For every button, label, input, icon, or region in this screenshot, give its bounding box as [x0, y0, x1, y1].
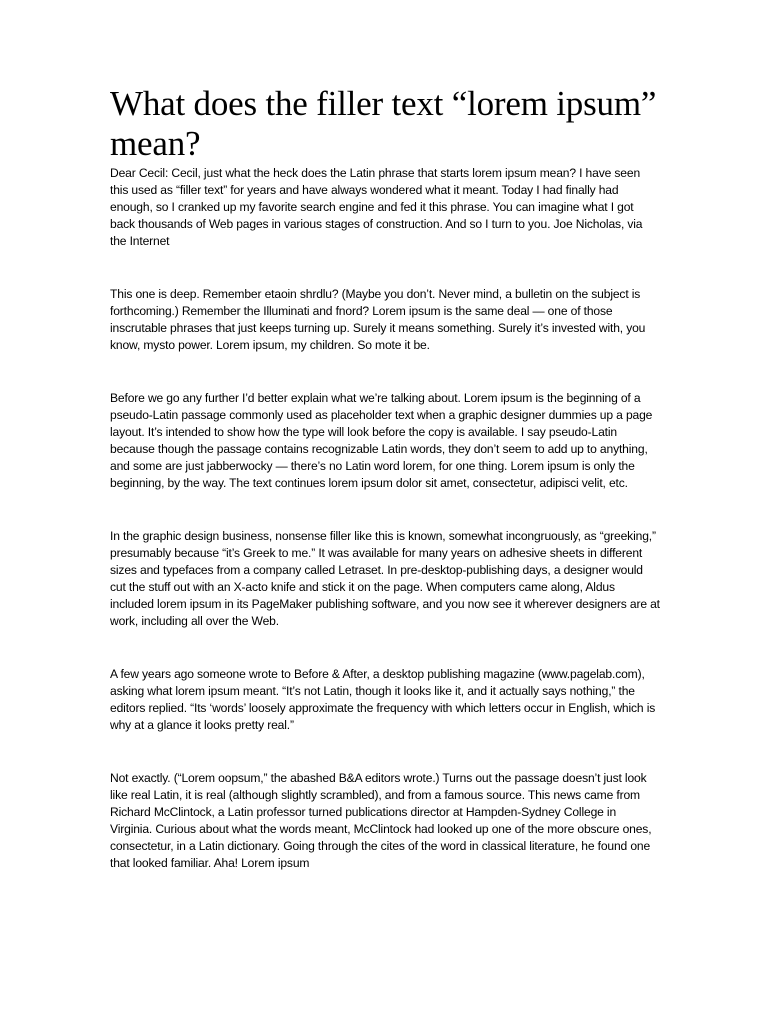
body-paragraph-3: In the graphic design business, nonsense filler like this is known, somewhat incongruously, as “greeking,” presumably because “it’s Greek to me.” It was available for many years on adhesive sheets in different sizes and typefaces from a company called Letraset. In pre-desktop-publishing days, a designer would cut the stuff out with an X-acto knife and stick it on the page. When computers came along, Aldus included lorem ipsum in its PageMaker publishing software, and you now see it wherever designers are at work, including all over the Web.: [110, 529, 660, 628]
article-title: What does the filler text “lorem ipsum” mean?: [110, 84, 657, 163]
letter-paragraph: Dear Cecil: Cecil, just what the heck does the Latin phrase that starts lorem ipsum mean? I have seen this used as “filler text” for years and have always wondered what it meant. Today I had finally had enough, so I cranked up my favorite search engine and fed it this phrase. You can imagine what I got back thousands of Web pages in various stages of construction. And so I turn to you. Joe Nicholas, via the Internet: [110, 166, 643, 248]
body-paragraph-4: A few years ago someone wrote to Before & After, a desktop publishing magazine (www.pagelab.com), asking what lorem ipsum meant. “It’s not Latin, though it looks like it, and it actually says nothing,” the editors replied. “Its ‘words’ loosely approximate the frequency with which letters occur in English, which is why at a glance it looks pretty real.”: [110, 667, 656, 732]
body-paragraph-5: Not exactly. (“Lorem oopsum,” the abashed B&A editors wrote.) Turns out the passage doesn’t just look like real Latin, it is real (although slightly scrambled), and from a famous source. This news came from Richard McClintock, a Latin professor turned publications director at Hampden-Sydney College in Virginia. Curious about what the words meant, McClintock had looked up one of the more obscure ones, consectetur, in a Latin dictionary. Going through the cites of the word in classical literature, he found one that looked familiar. Aha! Lorem ipsum: [110, 771, 652, 870]
document-page: [110, 84, 660, 872]
body-paragraph-2: Before we go any further I’d better explain what we’re talking about. Lorem ipsum is the beginning of a pseudo-Latin passage commonly used as placeholder text when a graphic designer dummies up a page layout. It’s intended to show how the type will look before the copy is available. I say pseudo-Latin because though the passage contains recognizable Latin words, they don’t seem to add up to anything, and some are just jabberwocky — there’s no Latin word lorem, for one thing. Lorem ipsum is only the beginning, by the way. The text continues lorem ipsum dolor sit amet, consectetur, adipisci velit, etc.: [110, 391, 653, 490]
body-paragraph-1: This one is deep. Remember etaoin shrdlu? (Maybe you don’t. Never mind, a bulletin on the subject is forthcoming.) Remember the Illuminati and fnord? Lorem ipsum is the same deal — one of those inscrutable phrases that just keeps turning up. Surely it means something. Surely it’s invested with, you know, mysto power. Lorem ipsum, my children. So mote it be.: [110, 287, 646, 352]
